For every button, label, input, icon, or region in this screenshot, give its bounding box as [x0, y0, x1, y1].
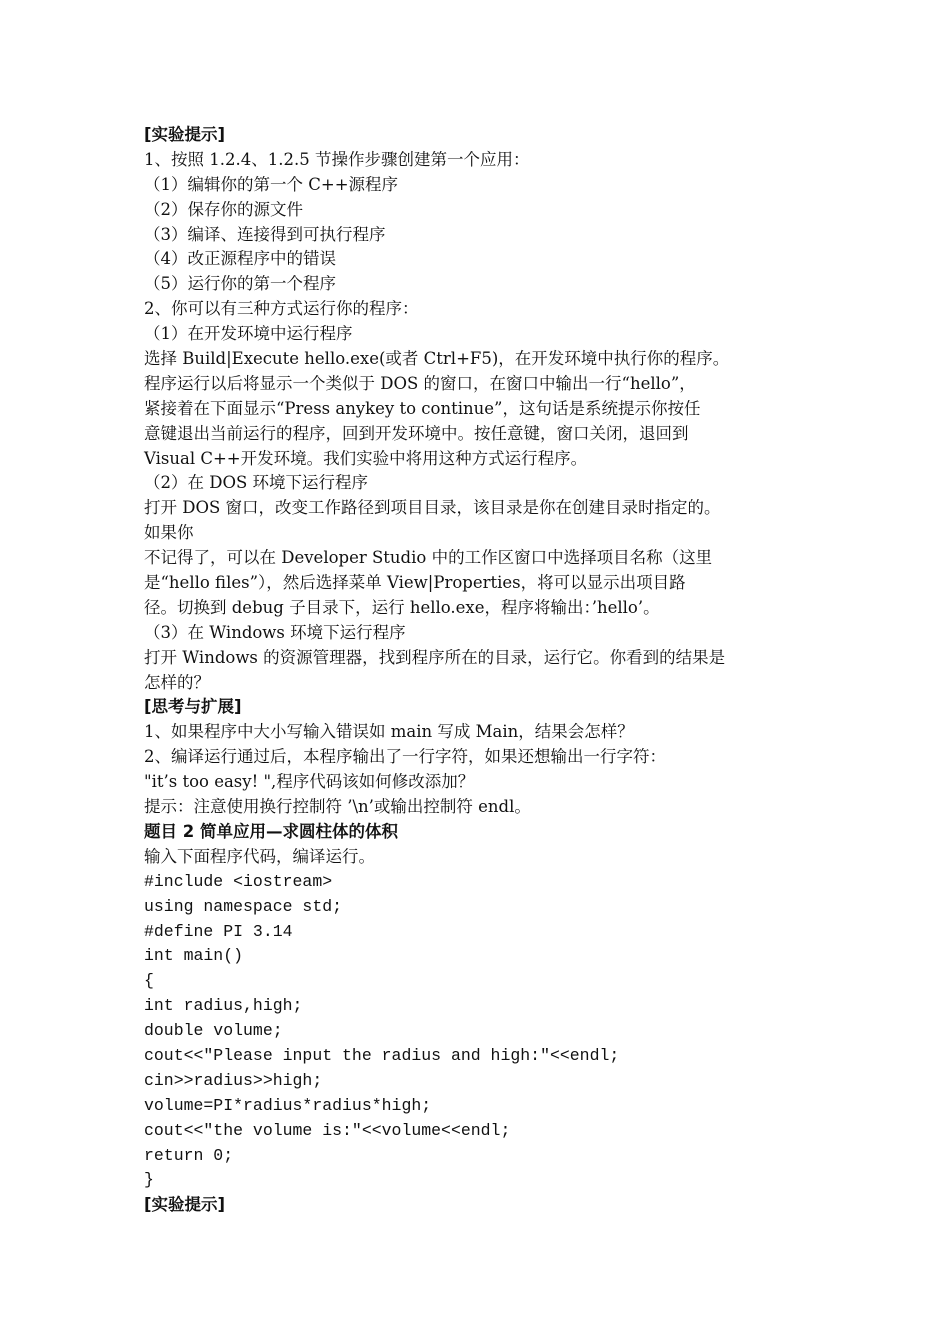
code-line: {: [144, 971, 154, 991]
code-line: return 0;: [144, 1145, 234, 1165]
section-heading-experiment-tips-2: [实验提示]: [144, 1195, 226, 1215]
paragraph-line: 打开 Windows 的资源管理器，找到程序所在的目录，运行它。你看到的结果是: [144, 647, 726, 667]
run-way-3-title: （3）在 Windows 环境下运行程序: [144, 622, 406, 642]
code-line: int radius,high;: [144, 996, 303, 1016]
step-1: 1、按照 1.2.4、1.2.5 节操作步骤创建第一个应用：: [144, 149, 530, 169]
paragraph-line: 选择 Build|Execute hello.exe(或者 Ctrl+F5)，在开发环境中执行你的程序。: [144, 349, 730, 369]
paragraph-line: 怎样的？: [144, 672, 210, 692]
paragraph-line: 2、编译运行通过后，本程序输出了一行字符，如果还想输出一行字符：: [144, 747, 666, 767]
paragraph-line: 不记得了，可以在 Developer Studio 中的工作区窗口中选择项目名称（这里: [144, 548, 713, 568]
code-line: cout<<"Please input the radius and high:"<<endl;: [144, 1045, 620, 1065]
topic-2-title: 题目 2 简单应用—求圆柱体的体积: [144, 821, 398, 841]
step-1-item: （3）编译、连接得到可执行程序: [144, 224, 386, 244]
paragraph-line: Visual C++开发环境。我们实验中将用这种方式运行程序。: [144, 448, 588, 468]
paragraph-line: 如果你: [144, 523, 194, 543]
topic-2-intro: 输入下面程序代码，编译运行。: [144, 846, 375, 866]
code-block: [144, 870, 814, 1194]
code-line: double volume;: [144, 1021, 283, 1041]
document-page: [144, 123, 814, 1218]
run-way-1-title: （1）在开发环境中运行程序: [144, 324, 353, 344]
paragraph-line: 打开 DOS 窗口，改变工作路径到项目目录，该目录是你在创建目录时指定的。: [144, 498, 721, 518]
section-heading-thinking-extension: [思考与扩展]: [144, 697, 242, 717]
paragraph-line: 意键退出当前运行的程序，回到开发环境中。按任意键，窗口关闭，退回到: [144, 423, 689, 443]
section-heading-experiment-tips: [实验提示]: [144, 125, 226, 144]
code-line: cout<<"the volume is:"<<volume<<endl;: [144, 1120, 511, 1140]
paragraph-line: 程序运行以后将显示一个类似于 DOS 的窗口，在窗口中输出一行“hello”，: [144, 373, 696, 393]
code-line: }: [144, 1170, 154, 1190]
paragraph-line: "it’s too easy! ",程序代码该如何修改添加？: [144, 772, 475, 792]
code-line: #define PI 3.14: [144, 921, 293, 941]
paragraph-line: 紧接着在下面显示“Press anykey to continue”，这句话是系统提示你按任: [144, 398, 701, 418]
step-1-item: （4）改正源程序中的错误: [144, 249, 336, 269]
run-way-2-title: （2）在 DOS 环境下运行程序: [144, 473, 369, 493]
paragraph-line: 提示：注意使用换行控制符 ’\n’或输出控制符 endl。: [144, 797, 531, 817]
code-line: volume=PI*radius*radius*high;: [144, 1095, 432, 1115]
paragraph-line: 是“hello files”），然后选择菜单 View|Properties，将可以显示出项目路: [144, 573, 686, 593]
paragraph-line: 1、如果程序中大小写输入错误如 main 写成 Main，结果会怎样？: [144, 722, 634, 742]
step-1-item: （5）运行你的第一个程序: [144, 274, 336, 294]
code-line: cin>>radius>>high;: [144, 1070, 323, 1090]
step-2: 2、你可以有三种方式运行你的程序：: [144, 299, 419, 319]
step-1-item: （1）编辑你的第一个 C++源程序: [144, 174, 399, 194]
code-line: using namespace std;: [144, 896, 343, 916]
code-line: #include <iostream>: [144, 871, 333, 891]
code-line: int main(): [144, 946, 244, 966]
paragraph-line: 径。切换到 debug 子目录下，运行 hello.exe，程序将输出：’hello’。: [144, 597, 660, 617]
step-1-item: （2）保存你的源文件: [144, 199, 303, 219]
